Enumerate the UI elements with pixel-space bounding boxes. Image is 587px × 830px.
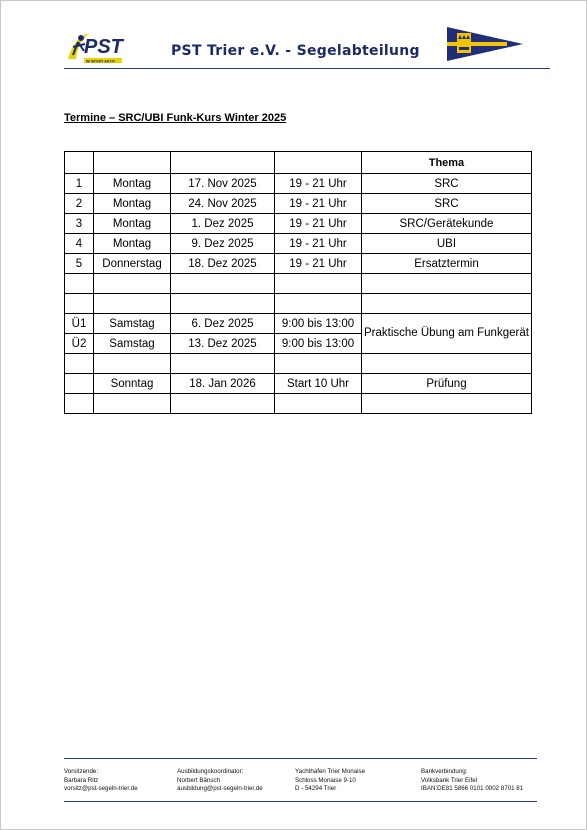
- footer-chair-name: Barbara Ritz: [64, 776, 99, 784]
- header-cell-date: [171, 152, 275, 174]
- footer-address-label: Yachthafen Trier Monaise: [295, 768, 366, 775]
- footer-bank: [421, 768, 523, 794]
- header-divider: [64, 68, 550, 69]
- cell-date: 1. Dez 2025: [171, 214, 275, 234]
- cell-nr: 4: [65, 234, 94, 254]
- cell-date: 18. Jan 2026: [171, 374, 275, 394]
- footer-bank-label: Bankverbindung:: [421, 768, 468, 775]
- cell-day: Samstag: [94, 314, 171, 334]
- footer-bank-iban: IBAN:DE81 5866 0101 0002 8701 81: [421, 785, 524, 792]
- footer-chair-label: Vorsitzende:: [64, 768, 99, 775]
- document-heading: Termine – SRC/UBI Funk-Kurs Winter 2025: [64, 112, 287, 124]
- table-row: [65, 214, 532, 234]
- club-pennant-flag: [445, 25, 525, 65]
- footer-divider-top: [64, 758, 537, 759]
- footer-address: [295, 768, 365, 794]
- empty-row: [65, 294, 532, 314]
- cell-nr: 1: [65, 174, 94, 194]
- cell-time: 9:00 bis 13:00: [275, 334, 362, 354]
- footer-chair-email: vorsitz@pst-segeln-trier.de: [64, 785, 138, 792]
- cell-date: 13. Dez 2025: [171, 334, 275, 354]
- organization-title: PST Trier e.V. - Segelabteilung: [171, 43, 420, 59]
- logo-tagline: IM SPORT AKTIV: [86, 59, 116, 64]
- table-row-practice: [65, 314, 532, 334]
- cell-date: 17. Nov 2025: [171, 174, 275, 194]
- cell-topic: SRC: [362, 194, 532, 214]
- cell-nr: Ü1: [65, 314, 94, 334]
- table-row: [65, 234, 532, 254]
- cell-day: Sonntag: [94, 374, 171, 394]
- schedule-table: [64, 151, 532, 414]
- cell-time: 19 - 21 Uhr: [275, 214, 362, 234]
- footer-address-street: Schloss Monaise 9-10: [295, 776, 356, 784]
- cell-date: 6. Dez 2025: [171, 314, 275, 334]
- cell-topic: Ersatztermin: [362, 254, 532, 274]
- flag-crown-base: [459, 47, 469, 50]
- cell-time: 19 - 21 Uhr: [275, 234, 362, 254]
- empty-row: [65, 274, 532, 294]
- empty-row: [65, 354, 532, 374]
- footer-address-city: D - 54294 Trier: [295, 785, 337, 792]
- logo-text: PST: [84, 36, 123, 58]
- cell-time: 19 - 21 Uhr: [275, 254, 362, 274]
- cell-day: Samstag: [94, 334, 171, 354]
- footer-coordinator: [177, 768, 263, 794]
- table-row: [65, 194, 532, 214]
- cell-day: Montag: [94, 194, 171, 214]
- cell-topic: SRC/Gerätekunde: [362, 214, 532, 234]
- footer-chair: [64, 768, 138, 794]
- header-cell-day: [94, 152, 171, 174]
- table-row-exam: [65, 374, 532, 394]
- cell-time: Start 10 Uhr: [275, 374, 362, 394]
- cell-nr: [65, 374, 94, 394]
- cell-day: Montag: [94, 174, 171, 194]
- cell-time: 19 - 21 Uhr: [275, 174, 362, 194]
- footer-divider-bottom: [64, 801, 537, 802]
- cell-time: 19 - 21 Uhr: [275, 194, 362, 214]
- crown-icon: [458, 35, 470, 39]
- cell-time: 9:00 bis 13:00: [275, 314, 362, 334]
- table-header-row: [65, 152, 532, 174]
- flag-stripe: [447, 42, 507, 46]
- cell-topic: Prüfung: [362, 374, 532, 394]
- footer-bank-name: Volksbank Trier Eifel: [421, 776, 478, 784]
- cell-practice-topic: Praktische Übung am Funkgerät: [362, 314, 532, 354]
- empty-row: [65, 394, 532, 414]
- footer-coordinator-name: Norbert Bänsch: [177, 776, 220, 784]
- cell-date: 9. Dez 2025: [171, 234, 275, 254]
- header-cell-time: [275, 152, 362, 174]
- cell-nr: 2: [65, 194, 94, 214]
- table-row: [65, 254, 532, 274]
- header-cell-thema: Thema: [362, 152, 532, 174]
- header-cell-nr: [65, 152, 94, 174]
- cell-day: Montag: [94, 214, 171, 234]
- cell-day: Montag: [94, 234, 171, 254]
- cell-nr: 5: [65, 254, 94, 274]
- cell-nr: Ü2: [65, 334, 94, 354]
- table-row: [65, 174, 532, 194]
- cell-date: 18. Dez 2025: [171, 254, 275, 274]
- footer-coordinator-email: ausbildung@pst-segeln-trier.de: [177, 785, 263, 792]
- cell-day: Donnerstag: [94, 254, 171, 274]
- cell-topic: UBI: [362, 234, 532, 254]
- footer-coordinator-label: Ausbildungskoordinator:: [177, 768, 244, 775]
- cell-topic: SRC: [362, 174, 532, 194]
- cell-date: 24. Nov 2025: [171, 194, 275, 214]
- cell-nr: 3: [65, 214, 94, 234]
- pst-logo: [64, 29, 134, 71]
